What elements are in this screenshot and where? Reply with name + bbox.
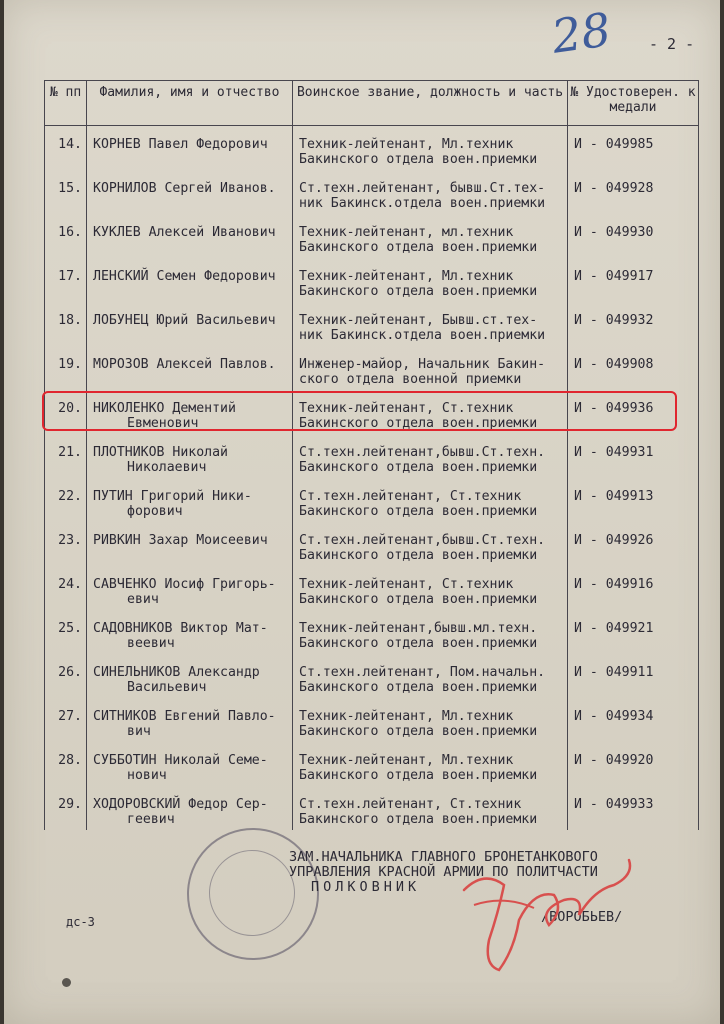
row-number	[45, 610, 87, 654]
document-page	[4, 0, 720, 1024]
name-line1: ПУТИН Григорий Ники-	[93, 488, 252, 504]
row-number	[45, 126, 87, 170]
rank-line2: Бакинского отдела воен.приемки	[299, 503, 538, 519]
scan-edge-left	[0, 0, 4, 1024]
certificate-number	[568, 434, 699, 478]
row-number-text: 28.	[58, 752, 82, 768]
row-number-text: 19.	[58, 356, 82, 372]
row-number-text: 23.	[58, 532, 82, 548]
name-line1: ХОДОРОВСКИЙ Федор Сер-	[93, 796, 268, 812]
highlight-box	[42, 391, 677, 431]
row-number-text: 29.	[58, 796, 82, 812]
rank-position	[293, 434, 568, 478]
rank-line1: Техник-лейтенант, Ст.техник	[299, 400, 514, 416]
stamp-emblem	[209, 850, 295, 936]
header-cert: № Удостоверен. к медали	[568, 81, 699, 126]
name-line1: ПЛОТНИКОВ Николай	[93, 444, 228, 460]
certificate-text: И - 049908	[574, 356, 654, 372]
row-number	[45, 478, 87, 522]
row-number-text: 18.	[58, 312, 82, 328]
row-number-text: 17.	[58, 268, 82, 284]
table-row	[45, 522, 699, 566]
rank-line1: Техник-лейтенант, Мл.техник	[299, 708, 514, 724]
person-name	[87, 170, 293, 214]
row-number-text: 26.	[58, 664, 82, 680]
rank-line1: Техник-лейтенант, Мл.техник	[299, 752, 514, 768]
name-line1: КОРНЕВ Павел Федорович	[93, 137, 268, 152]
rank-line2: Бакинского отдела воен.приемки	[299, 459, 538, 475]
person-name	[87, 346, 293, 390]
name-line2: вич	[127, 723, 151, 739]
person-name	[87, 302, 293, 346]
rank-line1: Ст.техн.лейтенант, бывш.Ст.тех-	[299, 180, 546, 196]
certificate-number	[568, 654, 699, 698]
row-number	[45, 786, 87, 830]
certificate-text: И - 049932	[574, 312, 654, 328]
name-line2: веевич	[127, 635, 175, 651]
row-number-text: 25.	[58, 620, 82, 636]
certificate-number	[568, 302, 699, 346]
rank-line2: Бакинского отдела воен.приемки	[299, 283, 538, 299]
certificate-text: И - 049934	[574, 708, 654, 724]
page-number: - 2 -	[649, 35, 695, 53]
rank-line1: Техник-лейтенант, Мл.техник	[299, 268, 514, 284]
person-name	[87, 522, 293, 566]
rank-line2: Бакинского отдела воен.приемки	[299, 547, 538, 563]
scan-edge-right	[720, 0, 724, 1024]
certificate-number	[568, 786, 699, 830]
rank-position	[293, 742, 568, 786]
rank-line1: Ст.техн.лейтенант, Пом.начальн.	[299, 664, 546, 680]
person-name	[87, 698, 293, 742]
person-name	[87, 786, 293, 830]
rank-line1: Инженер-майор, Начальник Бакин-	[299, 356, 546, 372]
table-row	[45, 302, 699, 346]
rank-line1: Техник-лейтенант, Мл.техник	[299, 137, 514, 152]
rank-line1: Ст.техн.лейтенант, Ст.техник	[299, 796, 522, 812]
certificate-number	[568, 566, 699, 610]
rank-position	[293, 786, 568, 830]
rank-line1: Ст.техн.лейтенант, Ст.техник	[299, 488, 522, 504]
rank-line2: Бакинского отдела воен.приемки	[299, 811, 538, 827]
rank-position	[293, 566, 568, 610]
rank-line1: Ст.техн.лейтенант,бывш.Ст.техн.	[299, 444, 546, 460]
table-row	[45, 346, 699, 390]
name-line1: ЛОБУНЕЦ Юрий Васильевич	[93, 312, 276, 328]
row-number-text: 15.	[58, 180, 82, 196]
table-row	[45, 566, 699, 610]
row-number	[45, 698, 87, 742]
table-row	[45, 214, 699, 258]
row-number	[45, 654, 87, 698]
signatory-name: /ВОРОБЬЕВ/	[541, 909, 623, 925]
rank-line2: Бакинского отдела воен.приемки	[299, 239, 538, 255]
rank-line2: ник Бакинск.отдела воен.приемки	[299, 327, 546, 343]
row-number-text: 14.	[58, 137, 82, 152]
signatory-rank: ПОЛКОВНИК	[311, 879, 421, 895]
certificate-text: И - 049933	[574, 796, 654, 812]
rank-line1: Ст.техн.лейтенант,бывш.Ст.техн.	[299, 532, 546, 548]
document-reference: дс-3	[66, 915, 95, 929]
certificate-text: И - 049913	[574, 488, 654, 504]
name-line2: Васильевич	[127, 679, 207, 695]
certificate-text: И - 049917	[574, 268, 654, 284]
person-name	[87, 742, 293, 786]
name-line1: СИНЕЛЬНИКОВ Александр	[93, 664, 260, 680]
row-number-text: 20.	[58, 400, 82, 416]
rank-line1: Техник-лейтенант, Ст.техник	[299, 576, 514, 592]
table-row	[45, 610, 699, 654]
rank-line2: Бакинского отдела воен.приемки	[299, 723, 538, 739]
person-name	[87, 654, 293, 698]
row-number-text: 24.	[58, 576, 82, 592]
award-list-table	[44, 80, 699, 830]
row-number-text: 22.	[58, 488, 82, 504]
person-name	[87, 478, 293, 522]
rank-line2: Бакинского отдела воен.приемки	[299, 679, 538, 695]
rank-line2: Бакинского отдела воен.приемки	[299, 635, 538, 651]
row-number	[45, 346, 87, 390]
row-number	[45, 434, 87, 478]
certificate-text: И - 049921	[574, 620, 654, 636]
name-line1: САВЧЕНКО Иосиф Григорь-	[93, 576, 276, 592]
row-number	[45, 566, 87, 610]
name-line2: Николаевич	[127, 459, 207, 475]
punch-hole	[62, 978, 71, 987]
row-number	[45, 522, 87, 566]
rank-line2: Бакинского отдела воен.приемки	[299, 152, 538, 167]
table-row	[45, 126, 699, 170]
name-line1: КОРНИЛОВ Сергей Иванов.	[93, 180, 276, 196]
row-number-text: 27.	[58, 708, 82, 724]
name-line2: форович	[127, 503, 183, 519]
certificate-number	[568, 478, 699, 522]
row-number	[45, 214, 87, 258]
signatory-title-line2: УПРАВЛЕНИЯ КРАСНОЙ АРМИИ ПО ПОЛИТЧАСТИ	[289, 864, 598, 880]
table-row	[45, 478, 699, 522]
rank-position	[293, 170, 568, 214]
header-rank: Воинское звание, должность и часть	[293, 81, 568, 126]
rank-position	[293, 478, 568, 522]
name-line2: нович	[127, 767, 167, 783]
certificate-number	[568, 126, 699, 170]
header-num: № пп	[45, 81, 87, 126]
row-number-text: 21.	[58, 444, 82, 460]
handwritten-signature	[444, 850, 644, 980]
name-line1: ЛЕНСКИЙ Семен Федорович	[93, 268, 276, 284]
table-row	[45, 170, 699, 214]
name-line1: САДОВНИКОВ Виктор Мат-	[93, 620, 268, 636]
person-name	[87, 434, 293, 478]
rank-position	[293, 346, 568, 390]
certificate-number	[568, 214, 699, 258]
certificate-text: И - 049936	[574, 400, 654, 416]
table-row	[45, 786, 699, 830]
name-line2: евич	[127, 591, 159, 607]
name-line1: КУКЛЕВ Алексей Иванович	[93, 224, 276, 240]
table-row	[45, 654, 699, 698]
certificate-number	[568, 170, 699, 214]
table-row	[45, 434, 699, 478]
name-line1: НИКОЛЕНКО Дементий	[93, 400, 236, 416]
header-name: Фамилия, имя и отчество	[87, 81, 293, 126]
row-number	[45, 302, 87, 346]
rank-position	[293, 302, 568, 346]
rank-line2: Бакинского отдела воен.приемки	[299, 591, 538, 607]
certificate-text: И - 049916	[574, 576, 654, 592]
rank-line1: Техник-лейтенант,бывш.мл.техн.	[299, 620, 538, 636]
rank-line2: Бакинского отдела воен.приемки	[299, 415, 538, 431]
certificate-number	[568, 346, 699, 390]
rank-position	[293, 654, 568, 698]
certificate-text: И - 049911	[574, 664, 654, 680]
person-name	[87, 566, 293, 610]
row-number	[45, 170, 87, 214]
row-number	[45, 742, 87, 786]
rank-position	[293, 214, 568, 258]
name-line1: МОРОЗОВ Алексей Павлов.	[93, 356, 276, 372]
row-number-text: 16.	[58, 224, 82, 240]
certificate-number	[568, 522, 699, 566]
rank-line1: Техник-лейтенант, Бывш.ст.тех-	[299, 312, 538, 328]
certificate-text: И - 049928	[574, 180, 654, 196]
rank-position	[293, 610, 568, 654]
certificate-text: И - 049985	[574, 137, 654, 152]
certificate-number	[568, 610, 699, 654]
certificate-text: И - 049926	[574, 532, 654, 548]
certificate-text: И - 049930	[574, 224, 654, 240]
rank-position	[293, 522, 568, 566]
name-line1: РИВКИН Захар Моисеевич	[93, 532, 268, 548]
name-line2: геевич	[127, 811, 175, 827]
name-line1: СУББОТИН Николай Семе-	[93, 752, 268, 768]
rank-position	[293, 258, 568, 302]
rank-line2: ник Бакинск.отдела воен.приемки	[299, 195, 546, 211]
certificate-number	[568, 258, 699, 302]
signatory-title-line1: ЗАМ.НАЧАЛЬНИКА ГЛАВНОГО БРОНЕТАНКОВОГО	[289, 849, 598, 865]
table-row	[45, 742, 699, 786]
certificate-text: И - 049920	[574, 752, 654, 768]
rank-line2: Бакинского отдела воен.приемки	[299, 767, 538, 783]
folio-number: 28	[548, 2, 615, 64]
row-number	[45, 258, 87, 302]
table-row	[45, 698, 699, 742]
rank-position	[293, 126, 568, 170]
name-line1: СИТНИКОВ Евгений Павло-	[93, 708, 276, 724]
certificate-number	[568, 742, 699, 786]
certificate-text: И - 049931	[574, 444, 654, 460]
table-header-row	[45, 81, 699, 126]
rank-line2: ского отдела военной приемки	[299, 371, 522, 387]
name-line2: Евменович	[127, 415, 199, 431]
table-row	[45, 258, 699, 302]
person-name	[87, 126, 293, 170]
rank-line1: Техник-лейтенант, мл.техник	[299, 224, 514, 240]
person-name	[87, 610, 293, 654]
certificate-number	[568, 698, 699, 742]
person-name	[87, 258, 293, 302]
rank-position	[293, 698, 568, 742]
person-name	[87, 214, 293, 258]
